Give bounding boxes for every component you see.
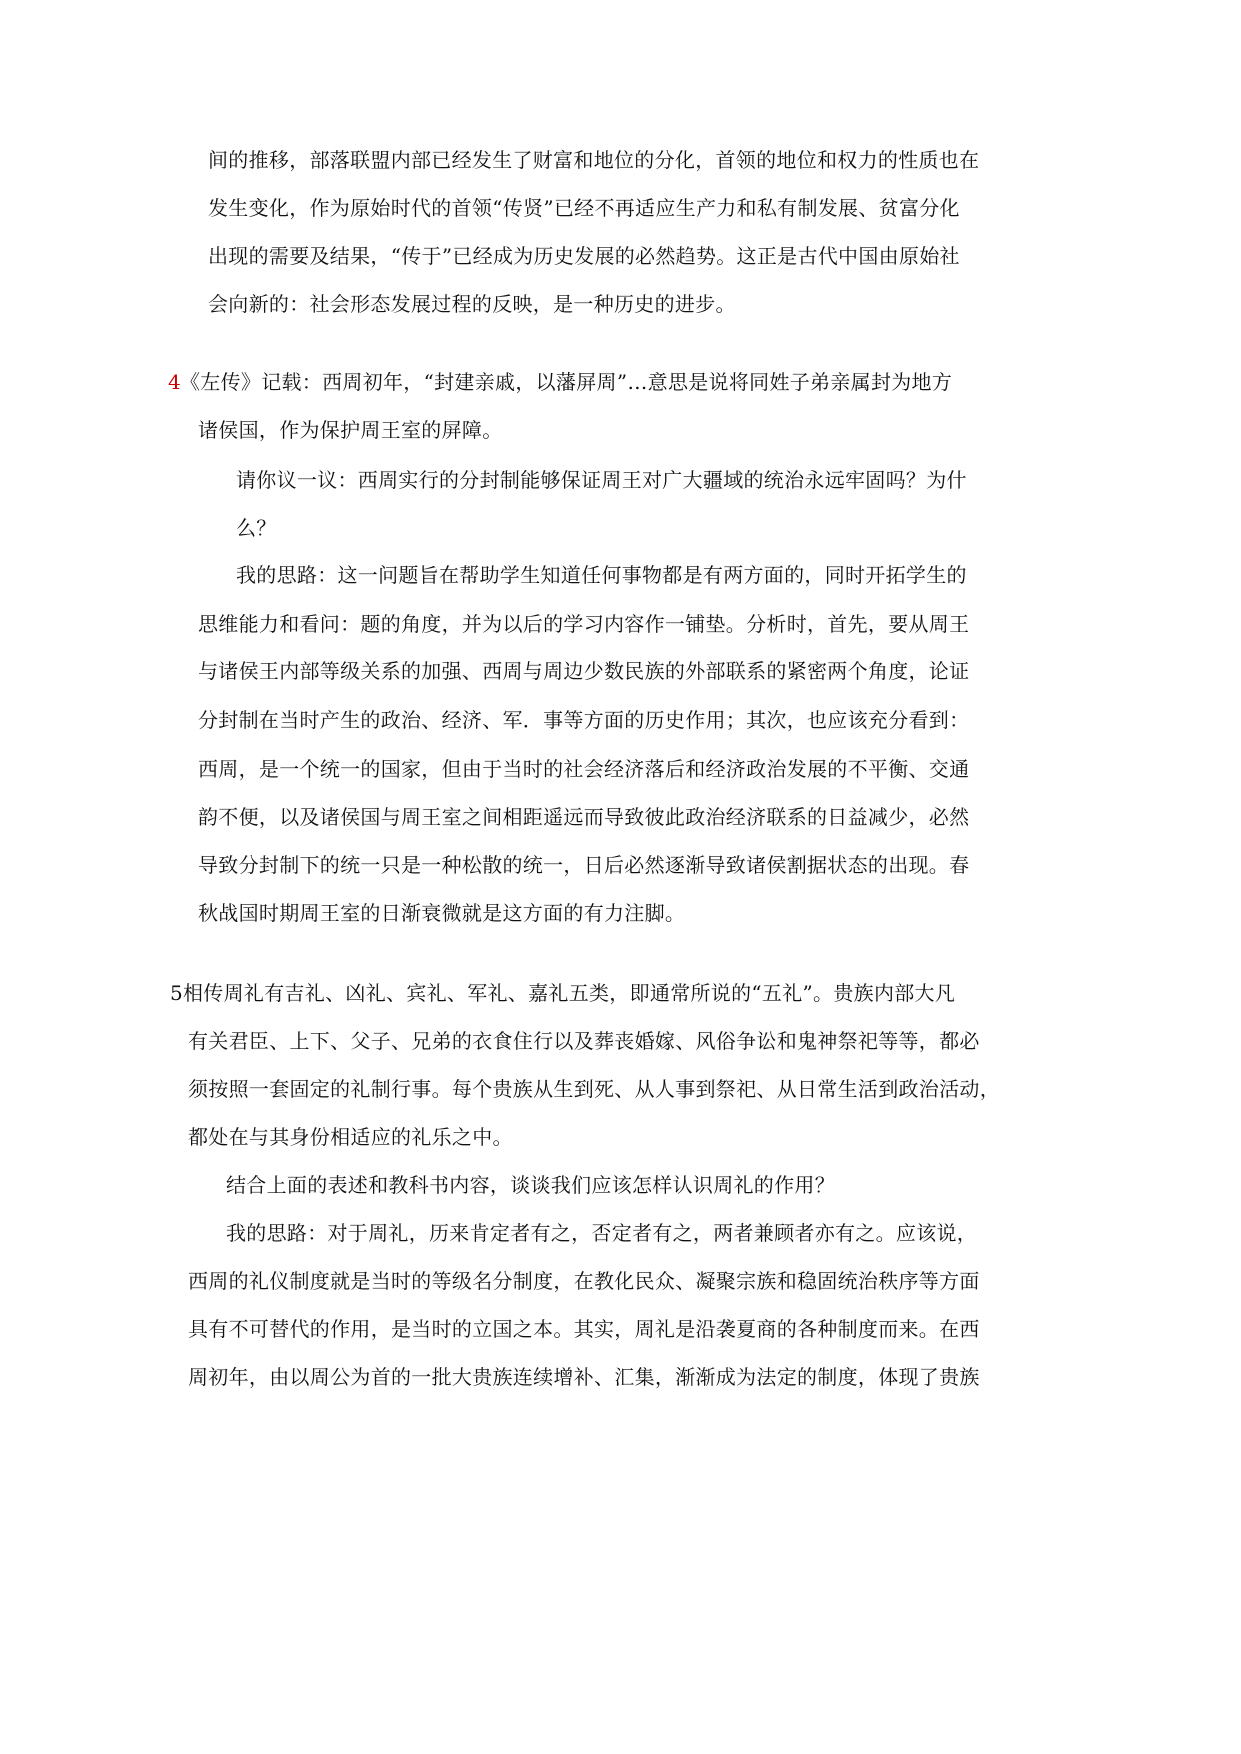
p1-line-4: 会向新的：社会形态发展过程的反映，是一种历史的进步。 (208, 292, 736, 316)
q5-answer-line-2: 西周的礼仪制度就是当时的等级名分制度，在教化民众、凝聚宗族和稳固统治秩序等方面 (188, 1269, 980, 1293)
q5-answer-line-1: 我的思路：对于周礼，历来肯定者有之，否定者有之，两者兼顾者亦有之。应该说， (226, 1221, 978, 1245)
p1-line-1: 间的推移，部落联盟内部已经发生了财富和地位的分化，首领的地位和权力的性质也在 (208, 148, 980, 172)
q4-answer-line-5: 西周，是一个统一的国家，但由于当时的社会经济落后和经济政治发展的不平衡、交通 (198, 757, 970, 781)
q5-answer-line-3: 具有不可替代的作用，是当时的立国之本。其实，周礼是沿袭夏商的各种制度而来。在西 (188, 1317, 980, 1341)
q5-line-3: 须按照一套固定的礼制行事。每个贵族从生到死、从人事到祭祀、从日常生活到政治活动， (188, 1077, 1000, 1101)
q5-line-1: 相传周礼有吉礼、凶礼、宾礼、军礼、嘉礼五类，即通常所说的“五礼”。贵族内部大凡 (183, 981, 956, 1005)
q4-line-2: 诸侯国，作为保护周王室的屏障。 (198, 418, 503, 442)
q5-answer-line-4: 周初年，由以周公为首的一批大贵族连续增补、汇集，渐渐成为法定的制度，体现了贵族 (188, 1365, 980, 1389)
q4-line-1: 《左传》记载：西周初年，“封建亲戚，以藩屏周”…意思是说将同姓子弟亲属封为地方 (180, 370, 953, 394)
p1-line-3: 出现的需要及结果，“传于”已经成为历史发展的必然趋势。这正是古代中国由原始社 (208, 244, 960, 268)
q5-line-4: 都处在与其身份相适应的礼乐之中。 (188, 1125, 513, 1149)
q4-answer-line-7: 导致分封制下的统一只是一种松散的统一，日后必然逐渐导致诸侯割据状态的出现。春 (198, 853, 970, 877)
q5-question-line-1: 结合上面的表述和教科书内容，谈谈我们应该怎样认识周礼的作用？ (226, 1173, 835, 1197)
q4-number: 4 (168, 370, 182, 394)
q4-answer-line-3: 与诸侯王内部等级关系的加强、西周与周边少数民族的外部联系的紧密两个角度，论证 (198, 659, 970, 683)
q4-question-line-1: 请你议一议：西周实行的分封制能够保证周王对广大疆域的统治永远牢固吗？为什 (236, 468, 967, 492)
q5-line-2: 有关君臣、上下、父子、兄弟的衣食住行以及葬丧婚嫁、风俗争讼和鬼神祭祀等等，都必 (188, 1029, 980, 1053)
q4-answer-line-1: 我的思路：这一问题旨在帮助学生知道任何事物都是有两方面的，同时开拓学生的 (236, 563, 967, 587)
q4-answer-line-8: 秋战国时期周王室的日渐衰微就是这方面的有力注脚。 (198, 901, 686, 925)
p1-line-2: 发生变化，作为原始时代的首领“传贤”已经不再适应生产力和私有制发展、贫富分化 (208, 196, 960, 220)
q4-answer-line-4: 分封制在当时产生的政治、经济、军．事等方面的历史作用；其次，也应该充分看到： (198, 708, 970, 732)
q4-answer-line-2: 思维能力和看问：题的角度，并为以后的学习内容作一铺垫。分析时，首先，要从周王 (198, 612, 970, 636)
q5-number: 5 (170, 981, 184, 1005)
q4-answer-line-6: 韵不便，以及诸侯国与周王室之间相距遥远而导致彼此政治经济联系的日益减少，必然 (198, 805, 970, 829)
q4-question-line-2: 么？ (236, 516, 277, 540)
